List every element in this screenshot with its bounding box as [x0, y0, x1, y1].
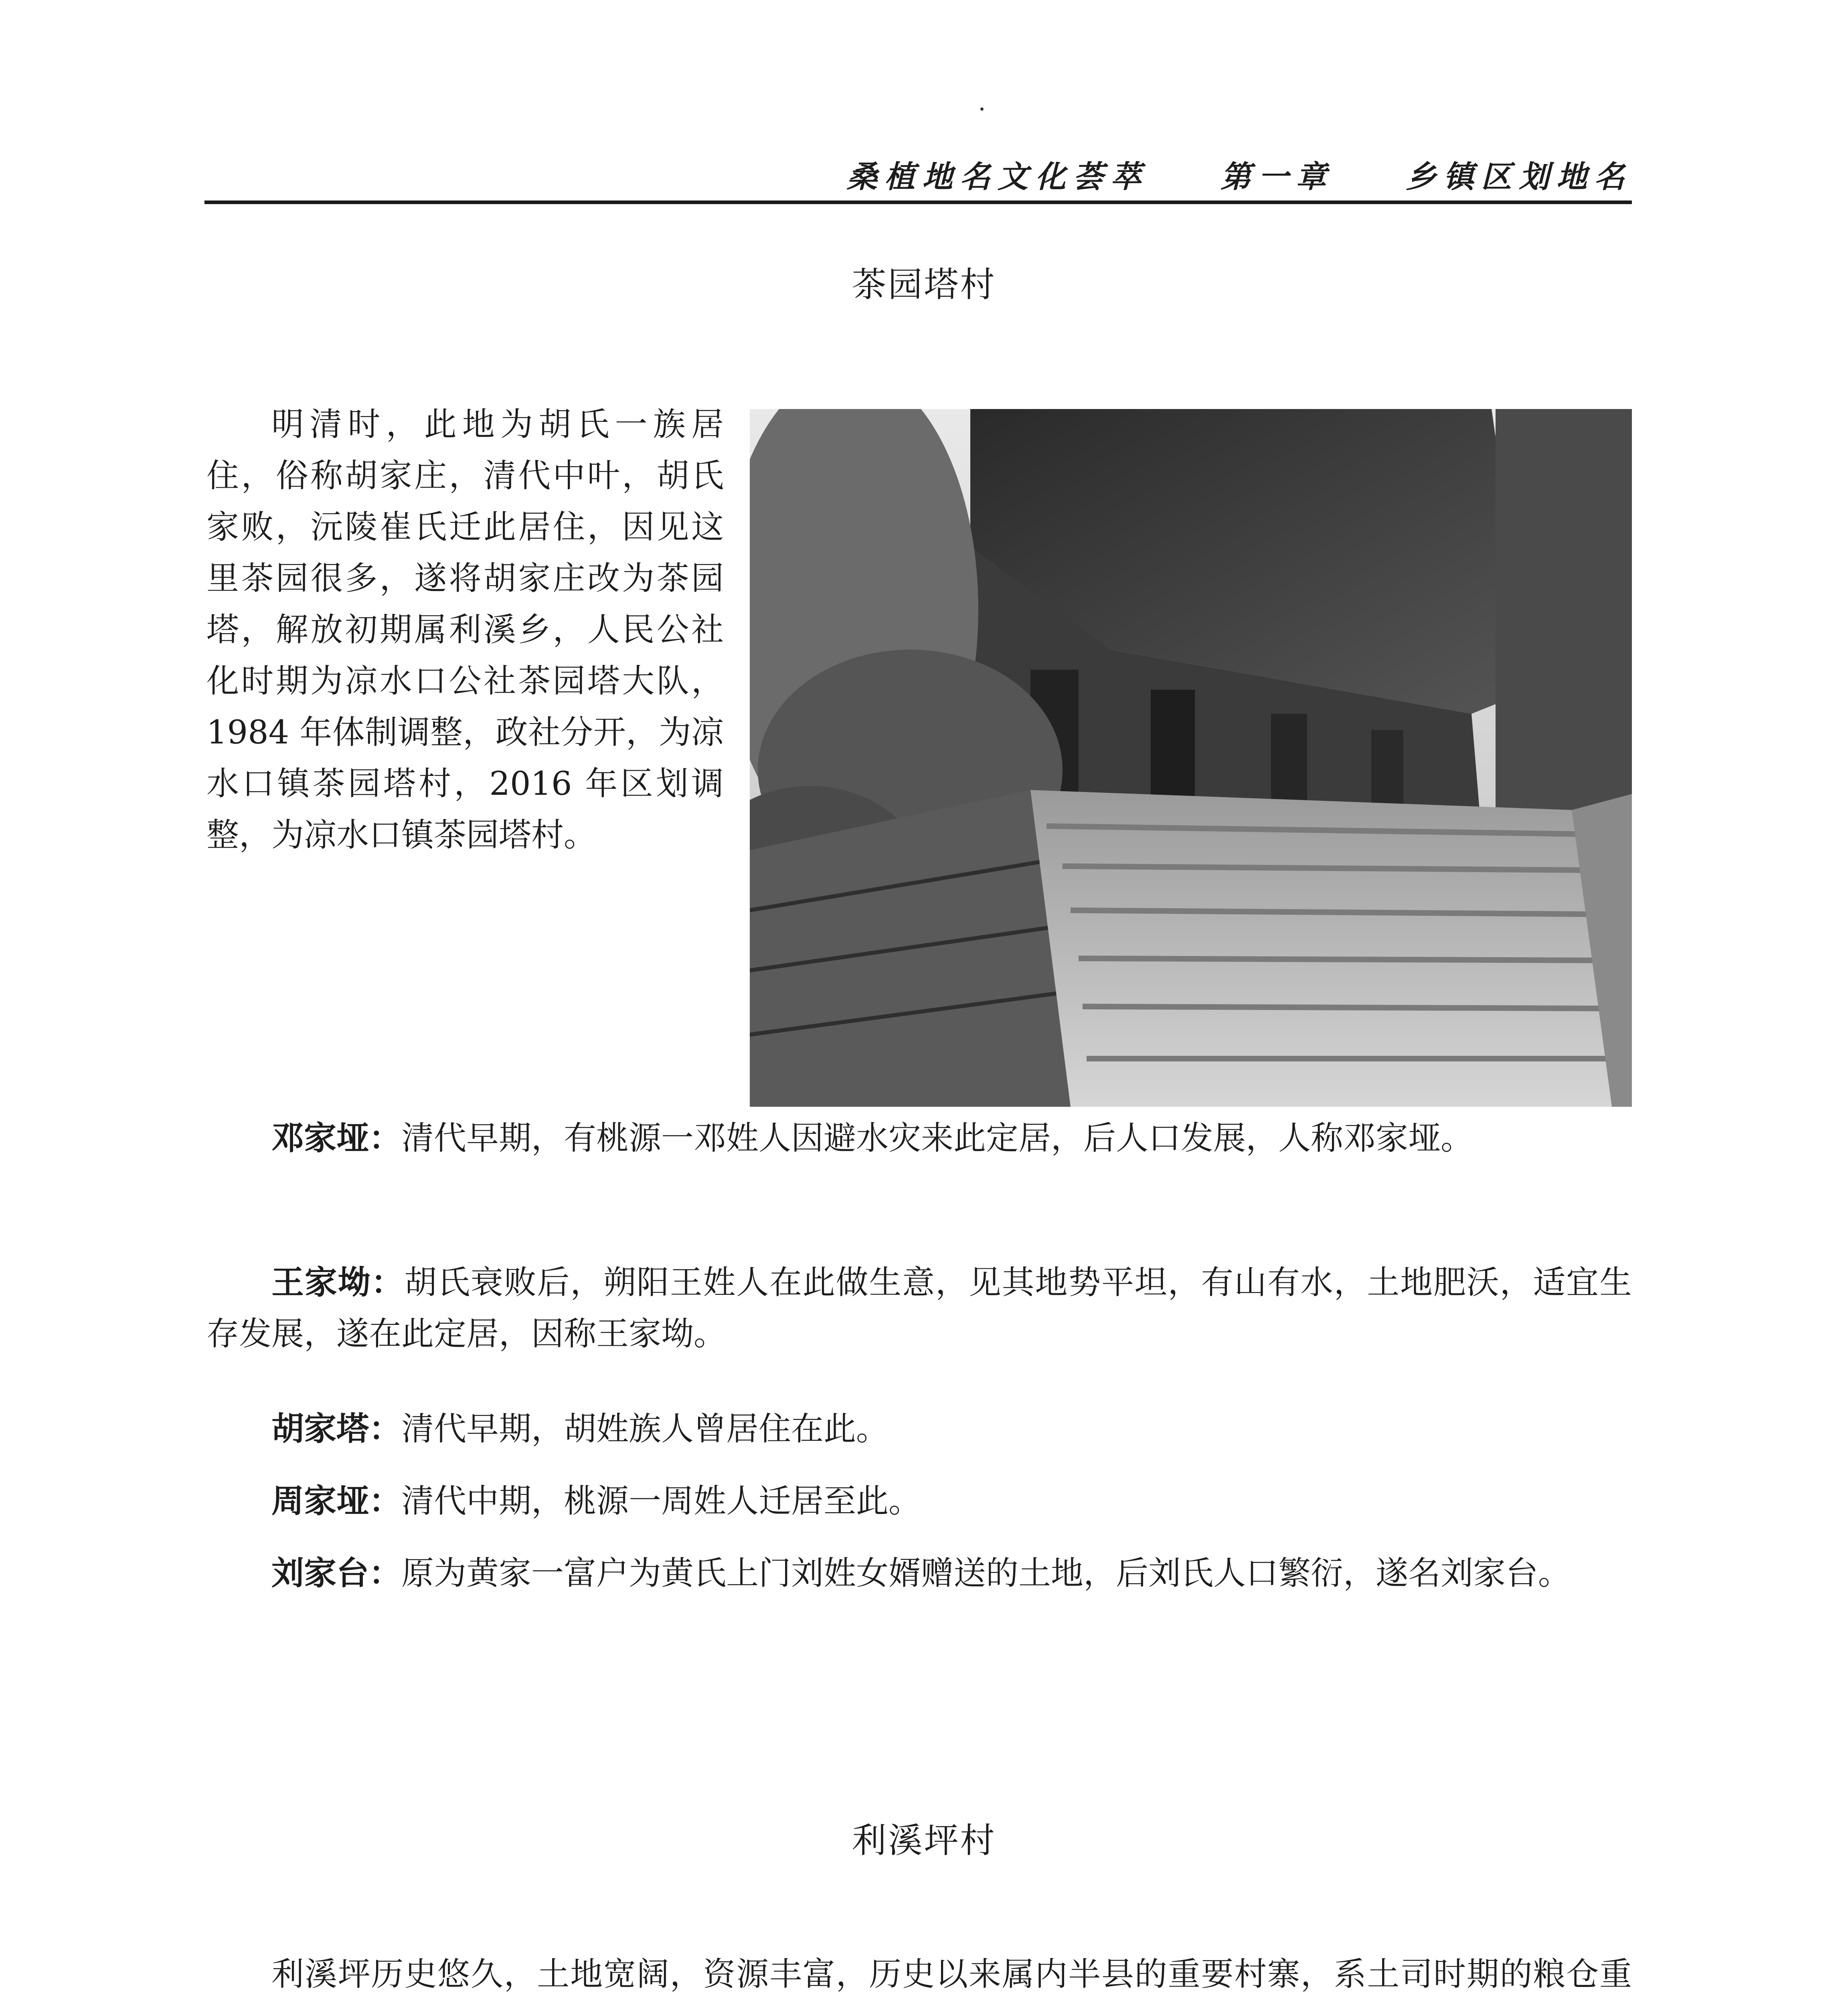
- entry-hujiata: [206, 1404, 1632, 1455]
- entry-zhoujiaya-text: 清代中期，桃源一周姓人迁居至此。: [401, 1482, 921, 1520]
- entry-hujiata-text: 清代早期，胡姓族人曾居住在此。: [401, 1410, 889, 1448]
- entry-hujiata-name: 胡家塔：: [271, 1410, 402, 1448]
- header-book-title: 桑植地名文化荟萃: [847, 159, 1148, 194]
- entry-wangjiaao: [206, 1257, 1632, 1360]
- entry-liujiatai-name: 刘家台：: [271, 1555, 402, 1592]
- entry-wangjiaao-text: 胡氏衰败后，朔阳王姓人在此做生意，见其地势平坦，有山有水，土地肥沃，适宜生存发展，遂在此定居，因称王家坳。: [206, 1264, 1632, 1353]
- entry-dengjiaya-name: 邓家垭：: [271, 1120, 402, 1157]
- entry-zhoujiaya: [206, 1476, 1632, 1527]
- entry-dengjiaya-text: 清代早期，有桃源一邓姓人因避水灾来此定居，后人口发展，人称邓家垭。: [401, 1120, 1474, 1157]
- section2-intro: 利溪坪历史悠久，土地宽阔，资源丰富，历史以来属内半县的重要村寨，系土司时期的粮仓重: [271, 1956, 1632, 1993]
- header-chapter: 第一章: [1221, 159, 1334, 194]
- header-chapter-title: 乡镇区划地名: [1406, 159, 1632, 194]
- scan-mark: [980, 107, 984, 111]
- entry-zhoujiaya-name: 周家垭：: [271, 1482, 402, 1520]
- section-title-chayuanta: 茶园塔村: [852, 265, 996, 305]
- entry-dengjiaya: [206, 1113, 1632, 1164]
- section1-intro: 明清时，此地为胡氏一族居住，俗称胡家庄，清代中叶，胡氏家败，沅陵崔氏迁此居住，因见这里茶园很多，遂将胡家庄改为茶园塔，解放初期属利溪乡，人民公社化时期为凉水口公社茶园塔大队，1984 年体制调整，政社分开，为凉水口镇茶园塔村，2016 年区划调整，为凉水口镇茶园塔村。: [206, 406, 724, 854]
- section-title-lixiping: 利溪坪村: [852, 1821, 996, 1861]
- header-text: [847, 152, 1632, 196]
- running-header: [204, 144, 1632, 204]
- entry-wangjiaao-name: 王家坳：: [271, 1264, 405, 1302]
- entry-liujiatai: [206, 1548, 1632, 1599]
- entry-liujiatai-text: 原为黄家一富户为黄氏上门刘姓女婿赠送的土地，后刘氏人口繁衍，遂名刘家台。: [401, 1555, 1571, 1592]
- village-photo-icon: [750, 409, 1632, 1107]
- village-photo: [750, 409, 1632, 1107]
